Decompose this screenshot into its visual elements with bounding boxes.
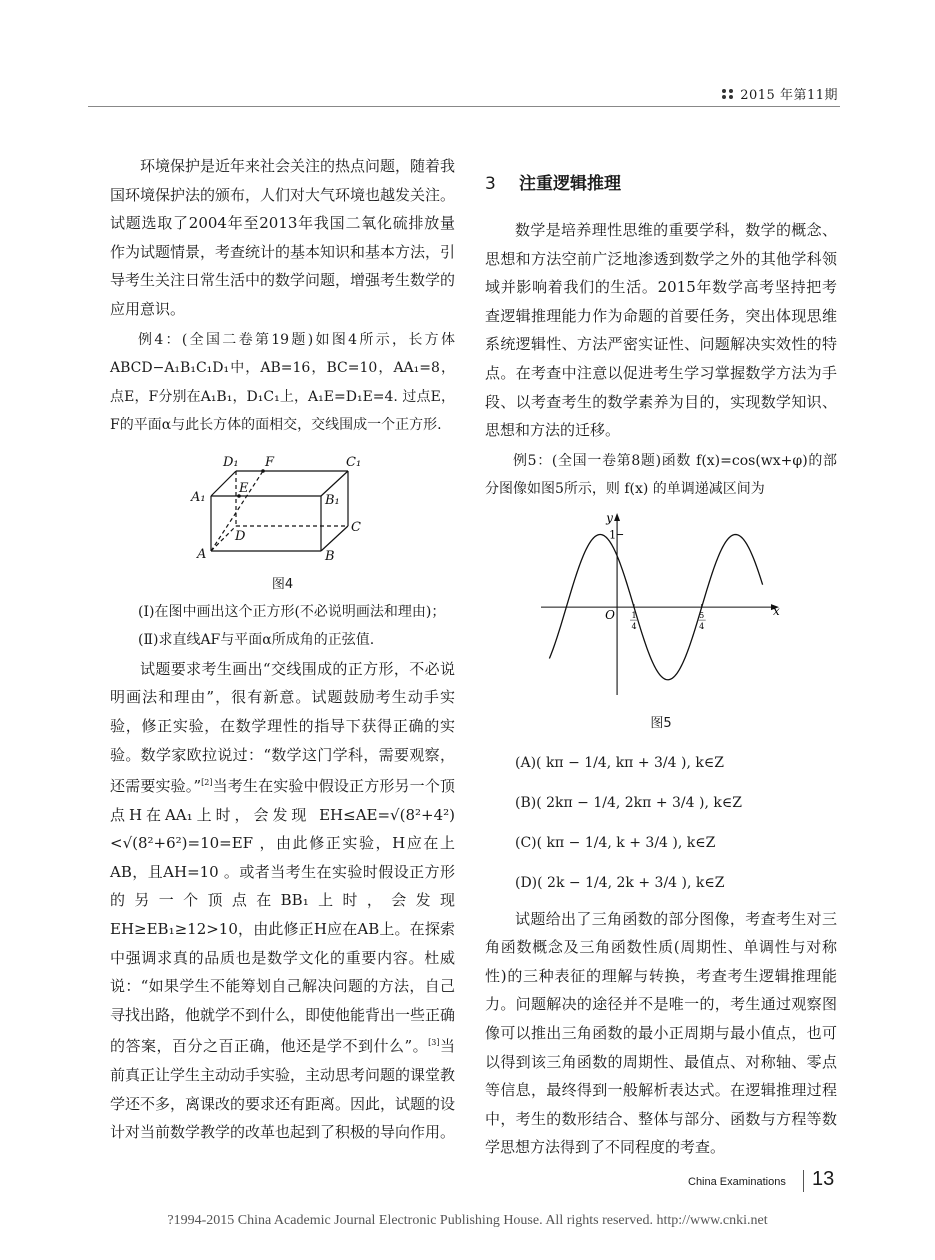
figure-5	[485, 512, 837, 733]
x-tick-denominator-1: 4	[699, 622, 705, 632]
section-heading	[485, 170, 837, 198]
analysis-text-a: 试题要求考生画出“交线围成的正方形，不必说明画法和理由”，很有新意。试题鼓励考生动手实验，修正实验，在数学理性的指导下获得正确的实验。数学家欧拉说过：“数学这门学科，需要观察，还需要实验。”	[110, 659, 455, 796]
label-a1: A₁	[190, 489, 206, 505]
y-axis-arrow	[614, 513, 620, 521]
figure-5-caption: 图5	[650, 715, 672, 731]
option-b[interactable]: (B)( 2kπ − 1/4, 2kπ + 3/4 ), k∈Z	[515, 794, 742, 811]
x-tick-denominator-0: 4	[631, 622, 637, 632]
paragraph-trig-analysis: 试题给出了三角函数的部分图像，考查考生对三角函数概念及三角函数性质(周期性、单调性与对称性)的三种表征的理解与转换，考查考生逻辑推理能力。问题解决的途径并不是唯一的，考生通过观察图像可以推出三角函数的最小正周期与最小值点，也可以得到该三角函数的周期性、最值点、对称轴、零点等信息，最终得到一般解析表达式。在逻辑推理过程中，考生的数形结合、整体与部分、函数与方程等数学思想方法得到了不同程度的考查。	[485, 909, 837, 1157]
answer-options	[485, 743, 837, 903]
y-tick-label-0: 1	[609, 528, 617, 542]
running-header	[88, 84, 840, 107]
edge-bc	[321, 526, 348, 551]
left-column	[110, 152, 455, 1147]
analysis-text-b: 当考生在实验中假设正方形另一个顶点H在AA₁上时，会发现 EH≤AE=√(8²+4²)<√(8²+6²)=10=EF ，由此修正实验，H应在上AB，且AH=10 。或者当考生在实验时假设正方形的另一个顶点在BB₁上时，会发现 EH≥EB₁≥12>10，由此修正H应在AB上。在探索中强调求真的品质也是数学文化的重要内容。杜威说：“如果学生不能筹划自己解决问题的方法，自己寻找出路，他就学不到什么，即使他能背出一些正确的答案，百分之百正确，他还是学不到什么”。	[110, 777, 456, 1056]
journal-name: China Examinations	[688, 1176, 786, 1188]
option-a[interactable]: (A)( kπ − 1/4, kπ + 3/4 ), k∈Z	[515, 754, 724, 771]
example-4: 例4：(全国二卷第19题)如图4所示，长方体ABCD−A₁B₁C₁D₁中，AB=16，BC=10，AA₁=8，点E，F分别在A₁B₁，D₁C₁上，A₁E=D₁E=4. 过点E，F的平面α与此长方体的面相交，交线围成一个正方形.	[110, 331, 455, 434]
label-e: E	[238, 480, 248, 496]
paragraph-logic: 数学是培养理性思维的重要学科，数学的概念、思想和方法空前广泛地渗透到数学之外的其他学科领域并影响着我们的生活。2015年数学高考坚持把考查逻辑推理能力作为命题的首要任务，突出体现思维系统逻辑性、方法严密实证性、问题解决实效性的特点。在考查中注意以促进考生学习掌握数学方法为手段、以考查考生的数学素养为目的，实现数学知识、思想和方法的迁移。	[485, 221, 837, 440]
example-5: 例5：(全国一卷第8题)函数 f(x)=cos(wx+φ)的部分图像如图5所示，则 f(x) 的单调递减区间为	[485, 452, 837, 498]
option-d[interactable]: (D)( 2k − 1/4, 2k + 3/4 ), k∈Z	[515, 874, 725, 891]
x-axis-label: x	[773, 604, 780, 619]
page-number: 13	[812, 1168, 835, 1190]
edge-a1d1	[211, 471, 236, 496]
figure-4-caption: 图4	[271, 576, 294, 592]
y-axis-label: y	[606, 511, 613, 525]
origin-label: O	[605, 608, 615, 623]
edge-ad	[211, 526, 236, 551]
cosine-chart	[541, 512, 781, 697]
figure-4	[110, 446, 455, 594]
issue-label	[722, 84, 838, 103]
footer-divider	[803, 1170, 804, 1192]
label-a: A	[196, 546, 206, 562]
label-d: D	[234, 528, 245, 544]
label-b: B	[324, 548, 335, 564]
x-tick-numerator-1: 5	[699, 611, 705, 621]
label-f: F	[264, 454, 274, 470]
option-c[interactable]: (C)( kπ − 1/4, k + 3/4 ), k∈Z	[515, 834, 716, 851]
paragraph-environment: 环境保护是近年来社会关注的热点问题，随着我国环境保护法的颁布，人们对大气环境也越发关注。试题选取了2004年至2013年我国二氧化硫排放量作为试题情景，考查统计的基本知识和基本方法，引导考生关注日常生活中的数学问题，增强考生数学的应用意识。	[110, 157, 456, 318]
analysis-text-c: 当前真正让学生主动动手实验，主动思考问题的课堂教学还不多，离课改的要求还有距离。因此，试题的设计对当前数学教学的改革也起到了积极的导向作用。	[110, 1037, 456, 1142]
question-2: (Ⅱ)求直线AF与平面α所成角的正弦值.	[138, 632, 375, 649]
label-c: C	[350, 519, 361, 535]
copyright-notice: ?1994-2015 China Academic Journal Electronic Publishing House. All rights reserved. http://www.cnki.net	[167, 1213, 768, 1228]
reference-2[interactable]: [2]	[201, 778, 213, 788]
right-column	[485, 170, 837, 1162]
label-b1: B₁	[324, 492, 340, 508]
dots-icon	[722, 89, 734, 99]
issue-text: 2015 年第11期	[740, 88, 838, 103]
x-tick-numerator-0: 1	[631, 611, 637, 621]
label-c1: C₁	[345, 454, 361, 470]
section-number: 3	[485, 174, 496, 194]
cuboid-diagram	[183, 446, 383, 566]
question-1: (Ⅰ)在图中画出这个正方形(不必说明画法和理由)；	[138, 603, 446, 620]
section-title: 注重逻辑推理	[519, 174, 621, 194]
paragraph-analysis	[110, 655, 455, 1147]
label-d1: D₁	[222, 454, 239, 470]
reference-3[interactable]: [3]	[428, 1038, 440, 1048]
